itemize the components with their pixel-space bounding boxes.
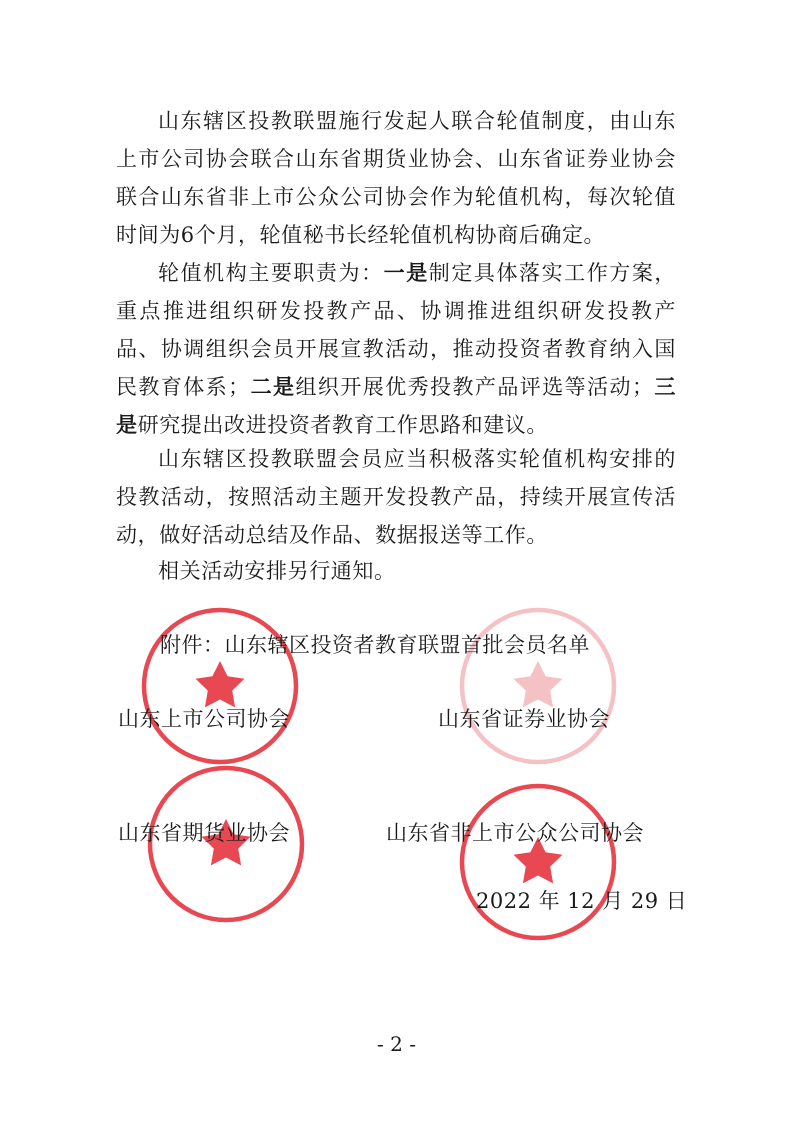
paragraph-members: 山东辖区投教联盟会员应当积极落实轮值机构安排的投教活动，按照活动主题开发投教产品，持续开展宣传活动，做好活动总结及作品、数据报送等工作。	[116, 447, 676, 547]
paragraph-notice: 相关活动安排另行通知。	[158, 559, 396, 583]
marker-first: 一是	[383, 260, 429, 285]
page-number: - 2 -	[377, 1032, 416, 1056]
paragraph-duties: 轮值机构主要职责为：一是制定具体落实工作方案，重点推进组织研发投教产品、协调推进组织研发投教产品、协调组织会员开展宣教活动，推动投资者教育纳入国民教育体系；二是组织开展优秀投教产品评选等活动；三是研究提出改进投资者教育工作思路和建议。	[116, 260, 677, 437]
signatory-neeq: 山东省非上市公众公司协会	[386, 821, 644, 845]
signatory-securities: 山东省证券业协会	[438, 707, 610, 731]
signatory-futures: 山东省期货业协会	[118, 821, 290, 845]
seal-listed-companies	[138, 604, 302, 768]
seal-securities	[456, 604, 620, 768]
paragraph-rotation-system: 山东辖区投教联盟施行发起人联合轮值制度，由山东上市公司协会联合山东省期货业协会、山东省证券业协会联合山东省非上市公众公司协会作为轮值机构，每次轮值时间为6个月，轮值秘书长经轮值机构协商后确定。	[116, 109, 676, 247]
marker-third: 三是	[116, 374, 676, 437]
issue-date: 2022 年 12 月 29 日	[476, 889, 688, 913]
attachment-line: 附件：山东辖区投资者教育联盟首批会员名单	[160, 633, 590, 657]
signatory-listed-companies: 山东上市公司协会	[118, 707, 290, 731]
seal-neeq	[456, 780, 620, 944]
marker-second: 二是	[249, 374, 296, 399]
